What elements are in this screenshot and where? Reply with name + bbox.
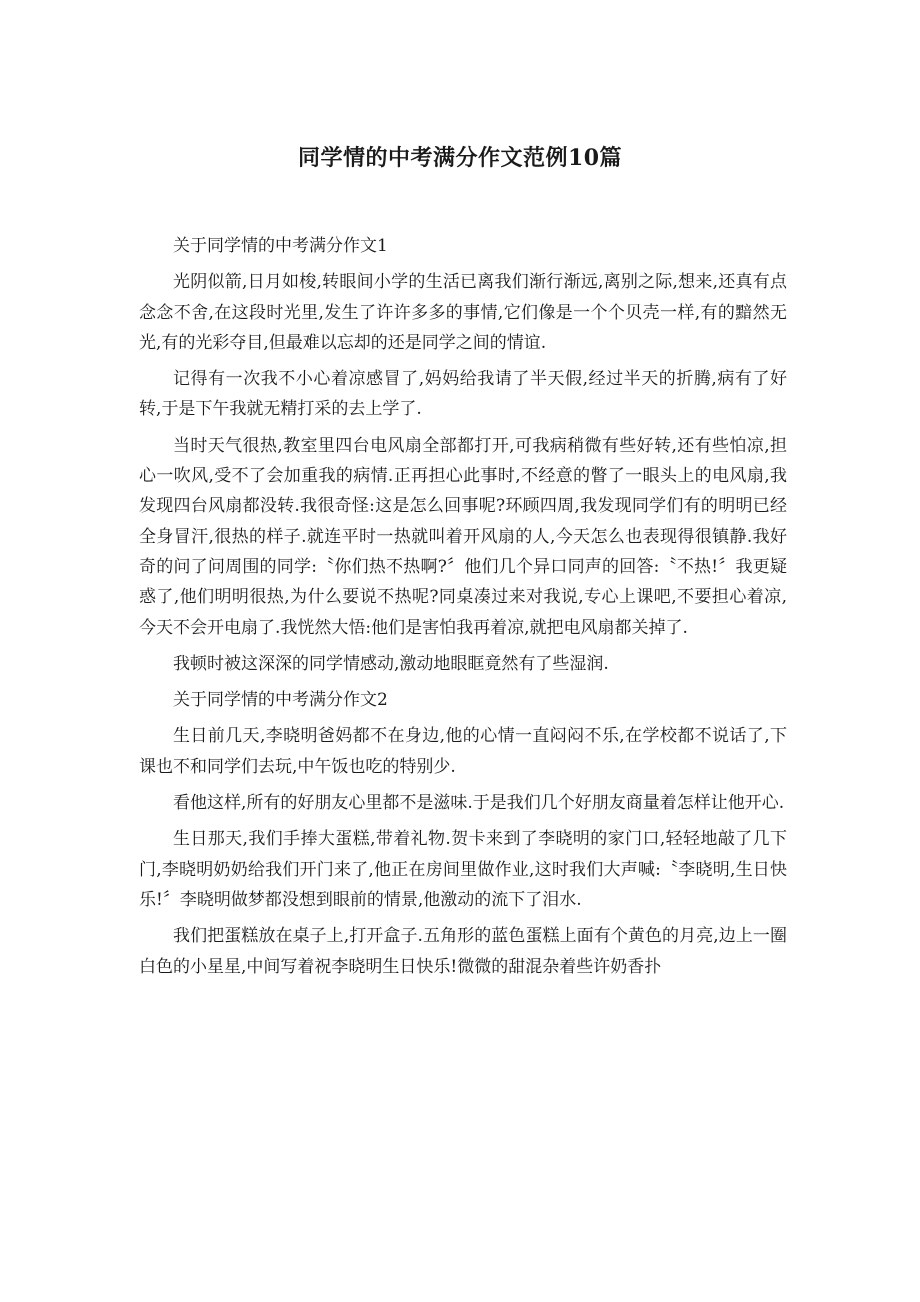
paragraph: 当时天气很热,教室里四台电风扇全部都打开,可我病稍微有些好转,还有些怕凉,担心一吹风,受不了会加重我的病情.正再担心此事时,不经意的瞥了一眼头上的电风扇,我发现四台风扇都没转.我很奇怪:这是怎么回事呢?环顾四周,我发现同学们有的明明已经全身冒汗,很热的样子.就连平时一热就叫着开风扇的人,今天怎么也表现得很镇静.我好奇的问了问周围的同学:〝你们热不热啊?〞他们几个异口同声的回答:〝不热!〞我更疑惑了,他们明明很热,为什么要说不热呢?同桌凑过来对我说,专心上课吧,不要担心着凉,今天不会开电扇了.我恍然大悟:他们是害怕我再着凉,就把电风扇都关掉了. [139, 435, 787, 638]
paragraph: 生日前几天,李晓明爸妈都不在身边,他的心情一直闷闷不乐,在学校都不说话了,下课也不和同学们去玩,中午饭也吃的特别少. [139, 726, 787, 777]
section-heading: 关于同学情的中考满分作文1 [173, 236, 388, 256]
paragraph: 看他这样,所有的好朋友心里都不是滋味.于是我们几个好朋友商量着怎样让他开心. [173, 793, 785, 814]
section-heading: 关于同学情的中考满分作文2 [173, 690, 388, 711]
paragraph: 光阴似箭,日月如梭,转眼间小学的生活已离我们渐行渐远,离别之际,想来,还真有点念念不舍,在这段时光里,发生了许许多多的事情,它们像是一个个贝壳一样,有的黯然无光,有的光彩夺目,但最难以忘却的还是同学之间的情谊. [139, 272, 787, 353]
paragraph: 记得有一次我不小心着凉感冒了,妈妈给我请了半天假,经过半天的折腾,病有了好转,于是下午我就无精打采的去上学了. [139, 369, 787, 420]
paragraph: 我们把蛋糕放在桌子上,打开盒子.五角形的蓝色蛋糕上面有个黄色的月亮,边上一圈白色的小星星,中间写着祝李晓明生日快乐!微微的甜混杂着些许奶香扑 [139, 926, 787, 977]
paragraph: 生日那天,我们手捧大蛋糕,带着礼物.贺卡来到了李晓明的家门口,轻轻地敲了几下门,李晓明奶奶给我们开门来了,他正在房间里做作业,这时我们大声喊:〝李晓明,生日快乐!〞李晓明做梦都没想到眼前的情景,他激动的流下了泪水. [139, 829, 787, 910]
paragraph: 我顿时被这深深的同学情感动,激动地眼眶竟然有了些湿润. [173, 653, 609, 674]
document-title: 同学情的中考满分作文范例10篇 [297, 145, 623, 171]
document-body [139, 231, 787, 988]
